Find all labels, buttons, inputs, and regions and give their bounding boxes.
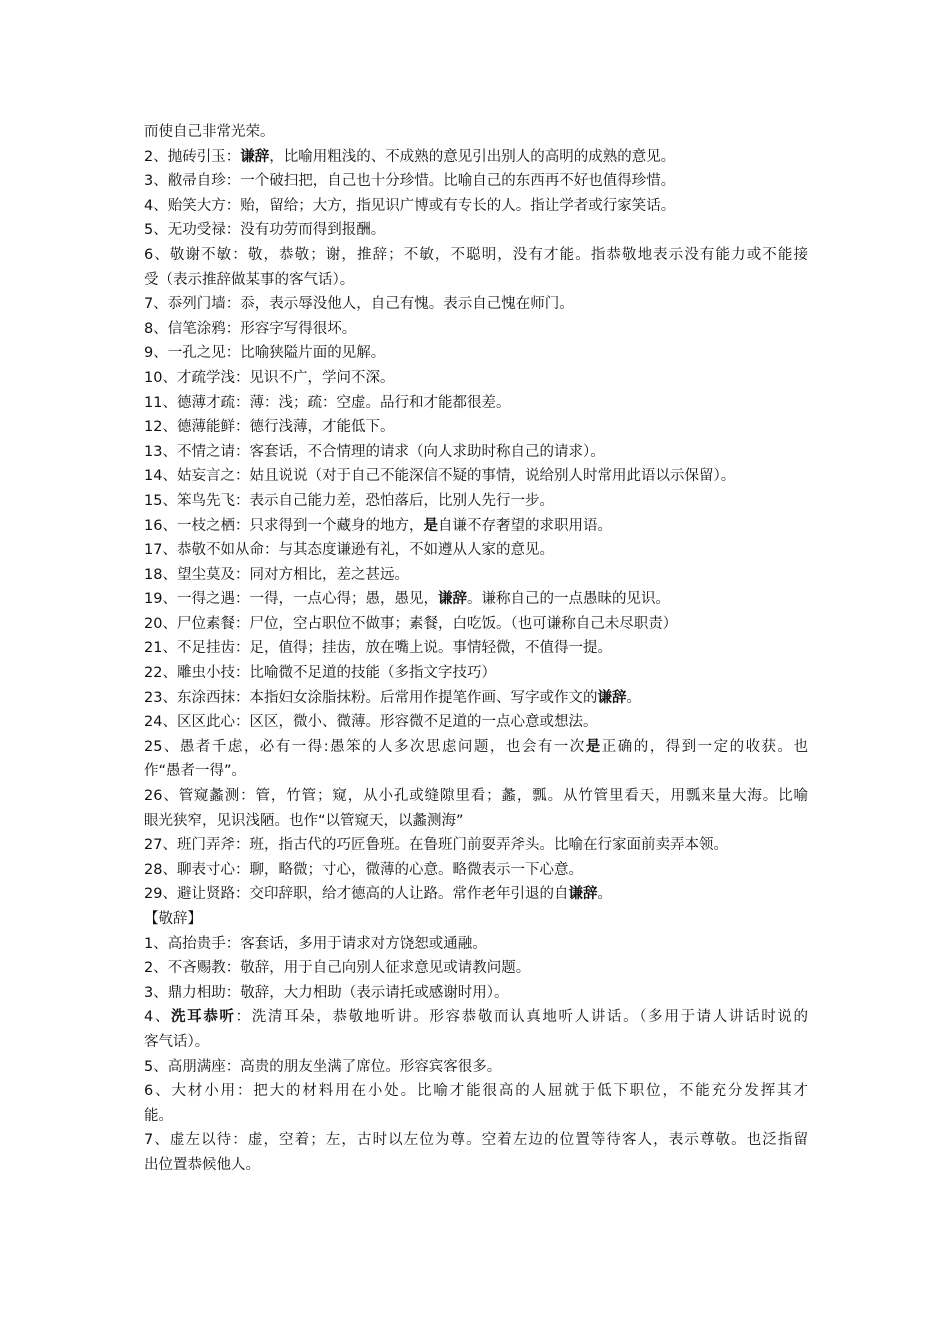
text-segment: 3、鼎力相助：敬辞，大力相助（表示请托或感谢时用）。 (144, 984, 509, 1001)
text-line (144, 1030, 808, 1055)
text-line (144, 292, 808, 317)
text-segment: 26、管窥蠡测：管，竹管；窥，从小孔或缝隙里看；蠡，瓢。从竹管里看天，用瓢来量大海。比喻 (144, 788, 808, 805)
text-segment: 28、聊表寸心：聊，略微；寸心，微薄的心意。略微表示一下心意。 (144, 861, 583, 878)
text-line (144, 1055, 808, 1080)
emphasis-text: 是 (585, 738, 602, 755)
text-line (144, 120, 808, 145)
text-segment: 2、抛砖引玉： (144, 148, 241, 165)
text-line (144, 145, 808, 170)
text-segment: 5、高朋满座：高贵的朋友坐满了席位。形容宾客很多。 (144, 1058, 502, 1075)
text-line (144, 218, 808, 243)
text-line (144, 636, 808, 661)
text-line (144, 538, 808, 563)
text-line (144, 612, 808, 637)
text-segment: 而使自己非常光荣。 (144, 124, 275, 140)
text-line (144, 391, 808, 416)
text-segment: 20、尸位素餐：尸位，空占职位不做事；素餐，白吃饭。（也可谦称自己未尽职责） (144, 615, 678, 632)
text-line (144, 882, 808, 907)
text-line (144, 1079, 808, 1104)
text-segment: 22、雕虫小技：比喻微不足道的技能（多指文字技巧） (144, 665, 496, 682)
emphasis-text: 是 (423, 517, 438, 534)
text-segment: 23、东涂西抹：本指妇女涂脂抹粉。后常用作提笔作画、写字或作文的 (144, 689, 598, 706)
emphasis-text: 洗耳恭听 (171, 1009, 236, 1026)
text-line (144, 268, 808, 293)
text-line (144, 464, 808, 489)
text-segment: 7、忝列门墙：忝，表示辱没他人，自己有愧。表示自己愧在师门。 (144, 296, 574, 313)
text-segment: 4、贻笑大方：贻，留给；大方，指见识广博或有专长的人。指让学者或行家笑话。 (144, 197, 676, 214)
text-segment: 5、无功受禄：没有功劳而得到报酬。 (144, 222, 386, 239)
text-segment: 。 (626, 689, 641, 706)
text-line (144, 489, 808, 514)
text-segment: 6、大材小用：把大的材料用在小处。比喻才能很高的人屈就于低下职位，不能充分发挥其才 (144, 1083, 808, 1100)
text-line (144, 809, 808, 834)
text-line (144, 317, 808, 342)
text-segment: 能。 (144, 1107, 173, 1124)
text-line (144, 661, 808, 686)
text-line (144, 907, 808, 932)
text-segment: 受（表示推辞做某事的客气话）。 (144, 271, 355, 288)
text-segment: 11、德薄才疏：薄：浅；疏：空虚。品行和才能都很差。 (144, 394, 511, 411)
emphasis-text: 谦辞 (240, 148, 270, 165)
text-line (144, 243, 808, 268)
text-segment: 25、愚者千虑，必有一得:愚笨的人多次思虑问题，也会有一次 (144, 738, 586, 755)
text-segment: 3、敝帚自珍：一个破扫把，自己也十分珍惜。比喻自己的东西再不好也值得珍惜。 (144, 173, 676, 190)
text-segment: ，比喻用粗浅的、不成熟的意见引出别人的高明的成熟的意见。 (269, 148, 676, 165)
text-line (144, 587, 808, 612)
text-line (144, 514, 808, 539)
text-segment: 。谦称自己的一点愚昧的见识。 (466, 591, 670, 608)
text-segment: 9、一孔之见：比喻狭隘片面的见解。 (144, 345, 386, 362)
text-segment: 19、一得之遇：一得，一点心得；愚，愚见， (144, 591, 438, 608)
text-line (144, 341, 808, 366)
text-segment: 眼光狭窄，见识浅陋。也作“以管窥天，以蠡测海” (144, 812, 464, 829)
document-body (144, 120, 808, 1178)
text-line (144, 759, 808, 784)
text-line (144, 440, 808, 465)
text-segment: 21、不足挂齿：足，值得；挂齿，放在嘴上说。事情轻微，不值得一提。 (144, 640, 612, 657)
text-segment: 12、德薄能鲜：德行浅薄，才能低下。 (144, 419, 395, 436)
text-line (144, 981, 808, 1006)
text-line (144, 1153, 808, 1178)
text-segment: 10、才疏学浅：见识不广，学问不深。 (144, 369, 395, 386)
text-segment: 18、望尘莫及：同对方相比，差之甚远。 (144, 566, 409, 583)
text-segment: 正确的，得到一定的收获。也 (601, 738, 808, 755)
text-line (144, 1128, 808, 1153)
text-segment: 13、不情之请：客套话，不合情理的请求（向人求助时称自己的请求）。 (144, 443, 605, 460)
text-segment: 27、班门弄斧：班，指古代的巧匠鲁班。在鲁班门前耍弄斧头。比喻在行家面前卖弄本领。 (144, 837, 728, 854)
text-line (144, 735, 808, 760)
text-segment: 4、 (144, 1009, 172, 1026)
text-segment: 2、不吝赐教：敬辞，用于自己向别人征求意见或请教问题。 (144, 960, 531, 977)
text-line (144, 1104, 808, 1129)
text-segment: 客气话）。 (144, 1033, 210, 1050)
text-segment: 【敬辞】 (144, 911, 202, 927)
text-line (144, 415, 808, 440)
text-line (144, 686, 808, 711)
emphasis-text: 谦辞 (437, 591, 467, 608)
text-segment: 作“愚者一得”。 (144, 763, 247, 780)
text-line (144, 710, 808, 735)
text-segment: 8、信笔涂鸦：形容字写得很坏。 (144, 320, 357, 337)
text-line (144, 956, 808, 981)
text-segment: 6、敬谢不敏：敬，恭敬；谢，推辞；不敏，不聪明，没有才能。指恭敬地表示没有能力或不能接 (144, 246, 808, 263)
text-segment: ：洗清耳朵，恭敬地听讲。形容恭敬而认真地听人讲话。（多用于请人讲话时说的 (235, 1009, 808, 1026)
text-line (144, 932, 808, 957)
text-line (144, 833, 808, 858)
text-segment: 16、一枝之栖：只求得到一个藏身的地方， (144, 517, 424, 534)
text-segment: 14、姑妄言之：姑且说说（对于自己不能深信不疑的事情，说给别人时常用此语以示保留）。 (144, 468, 736, 485)
text-segment: 1、高抬贵手：客套话，多用于请求对方饶恕或通融。 (144, 935, 487, 952)
text-line (144, 194, 808, 219)
text-segment: 24、区区此心：区区，微小、微薄。形容微不足道的一点心意或想法。 (144, 714, 598, 731)
text-line (144, 563, 808, 588)
text-segment: 。 (597, 886, 612, 903)
text-line (144, 858, 808, 883)
emphasis-text: 谦辞 (568, 886, 598, 903)
text-segment: 出位置恭候他人。 (144, 1156, 260, 1173)
text-line (144, 784, 808, 809)
text-segment: 7、虚左以待：虚，空着；左，古时以左位为尊。空着左边的位置等待客人，表示尊敬。也泛指留 (144, 1132, 808, 1149)
text-line (144, 169, 808, 194)
text-line (144, 1005, 808, 1030)
text-segment: 29、避让贤路：交印辞职，给才德高的人让路。常作老年引退的自 (144, 886, 569, 903)
text-segment: 15、笨鸟先飞：表示自己能力差，恐怕落后，比别人先行一步。 (144, 492, 554, 509)
text-line (144, 366, 808, 391)
text-segment: 17、恭敬不如从命：与其态度谦逊有礼，不如遵从人家的意见。 (144, 542, 554, 559)
emphasis-text: 谦辞 (597, 689, 627, 706)
text-segment: 自谦不存奢望的求职用语。 (437, 517, 612, 534)
